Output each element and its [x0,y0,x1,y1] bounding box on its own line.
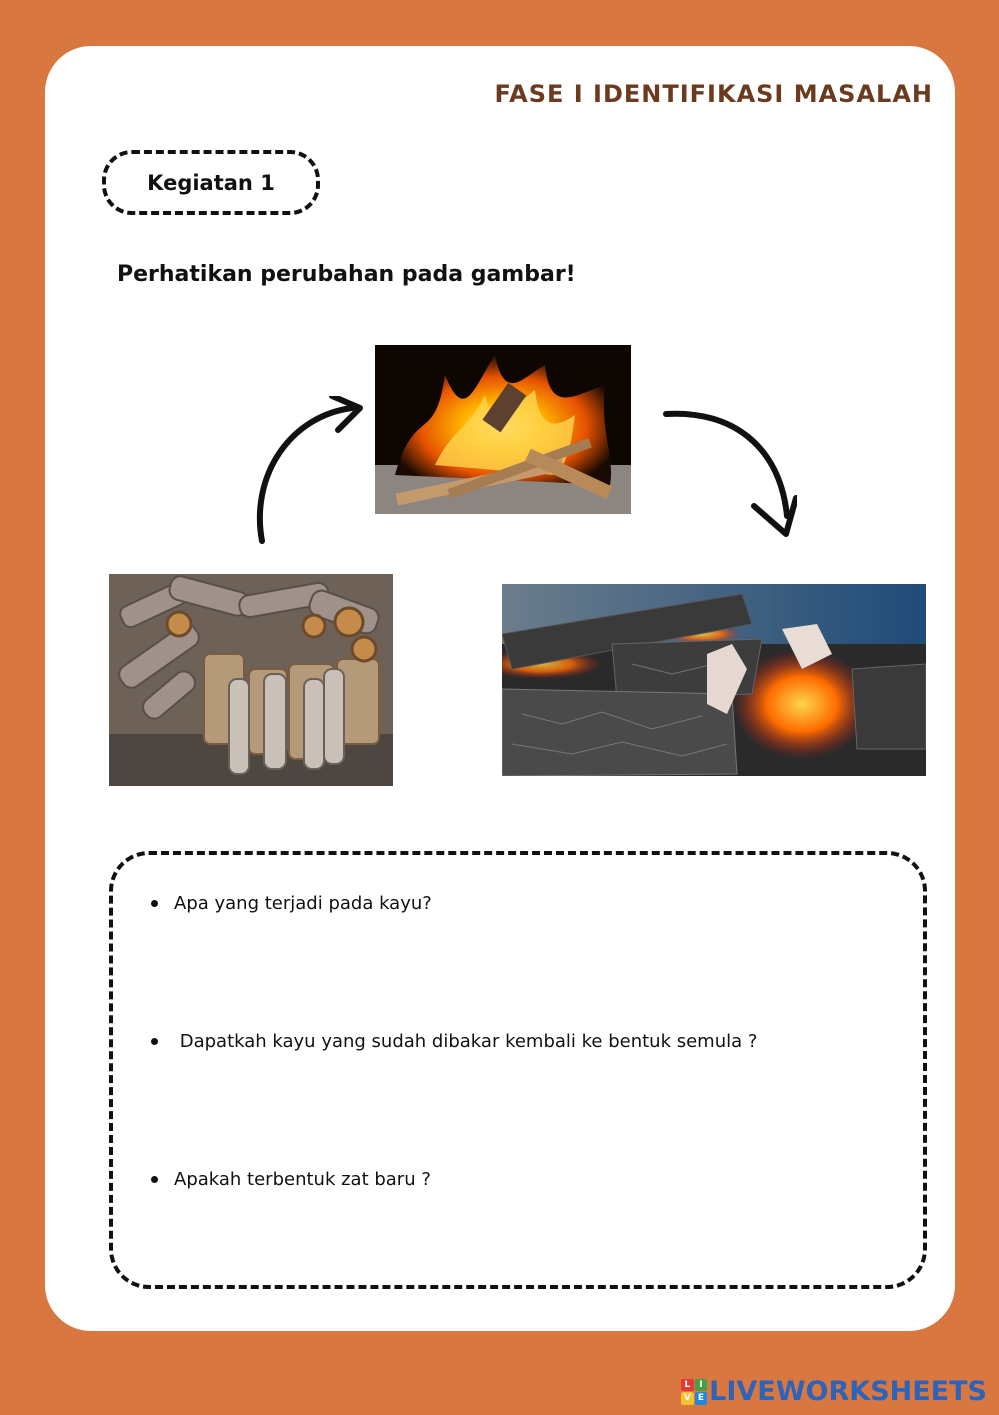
logo-letter: I [695,1379,708,1392]
liveworksheets-logo-icon [681,1379,707,1405]
firewood-pile-image [109,574,393,786]
burning-wood-image [375,345,631,514]
activity-badge [102,150,320,215]
charcoal-embers-image [502,584,926,776]
logo-letter: V [681,1392,694,1405]
instruction-text: Perhatikan perubahan pada gambar! [117,262,576,287]
question-text: Dapatkah kayu yang sudah dibakar kembali ke bentuk semula ? [174,1031,758,1052]
curved-arrow-down-right-icon [662,406,797,541]
question-text: Apa yang terjadi pada kayu? [174,893,432,914]
questions-box [109,851,927,1289]
bullet-icon [151,900,158,907]
brand-text: LIVEWORKSHEETS [709,1376,987,1407]
logo-letter: L [681,1379,694,1392]
activity-label: Kegiatan 1 [147,170,275,195]
phase-title: FASE I IDENTIFIKASI MASALAH [494,80,933,108]
question-item [151,1031,757,1052]
question-item [151,1169,431,1190]
question-item [151,893,432,914]
logo-letter: E [695,1392,708,1405]
bullet-icon [151,1176,158,1183]
curved-arrow-up-right-icon [250,396,370,546]
bullet-icon [151,1038,158,1045]
question-text: Apakah terbentuk zat baru ? [174,1169,431,1190]
worksheet-card [45,46,955,1331]
liveworksheets-brand[interactable] [681,1376,987,1407]
